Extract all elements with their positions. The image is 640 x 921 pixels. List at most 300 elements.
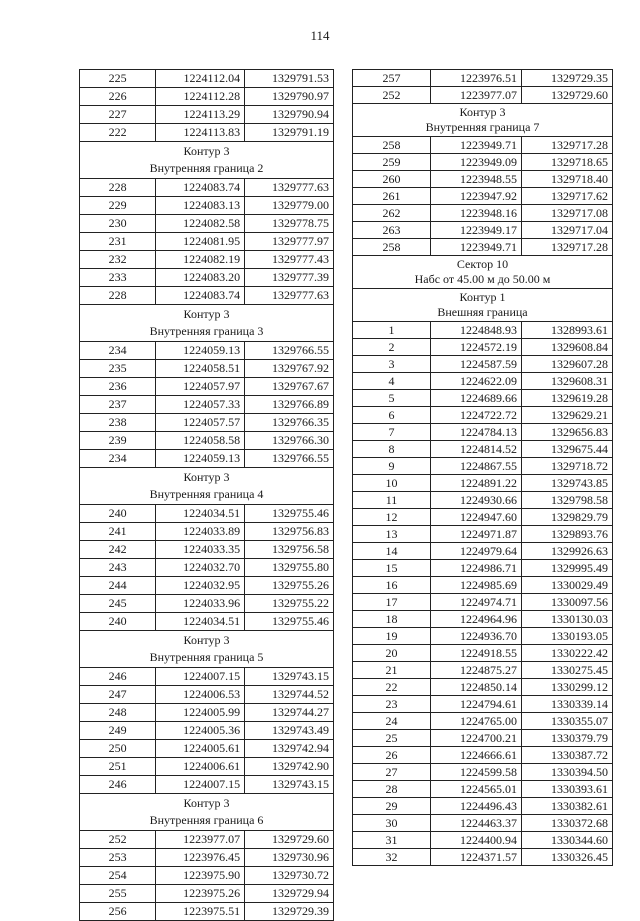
- point-number-cell: 228: [80, 179, 156, 197]
- x-coordinate-cell: 1224947.60: [431, 509, 522, 526]
- table-row: [353, 679, 613, 696]
- point-number-cell: 258: [353, 137, 431, 154]
- table-row: [80, 595, 334, 613]
- point-number-cell: 247: [80, 686, 156, 704]
- y-coordinate-cell: 1329717.08: [522, 205, 613, 222]
- point-number-cell: 232: [80, 251, 156, 269]
- section-header-title: Контур 3: [183, 633, 230, 647]
- point-number-cell: 22: [353, 679, 431, 696]
- table-row: [353, 339, 613, 356]
- y-coordinate-cell: 1329755.80: [245, 559, 334, 577]
- y-coordinate-cell: 1329717.04: [522, 222, 613, 239]
- x-coordinate-cell: 1224867.55: [431, 458, 522, 475]
- table-row: [80, 776, 334, 794]
- y-coordinate-cell: 1329742.90: [245, 758, 334, 776]
- y-coordinate-cell: 1330339.14: [522, 696, 613, 713]
- point-number-cell: 240: [80, 613, 156, 631]
- x-coordinate-cell: 1223949.71: [431, 239, 522, 256]
- x-coordinate-cell: 1224059.13: [156, 450, 245, 468]
- point-number-cell: 23: [353, 696, 431, 713]
- table-row: [353, 322, 613, 339]
- point-number-cell: 231: [80, 233, 156, 251]
- section-header-subtitle: Внешняя граница: [437, 305, 528, 319]
- x-coordinate-cell: 1224814.52: [431, 441, 522, 458]
- table-row: [353, 628, 613, 645]
- x-coordinate-cell: 1224057.57: [156, 414, 245, 432]
- point-number-cell: 12: [353, 509, 431, 526]
- x-coordinate-cell: 1224587.59: [431, 356, 522, 373]
- section-header: [353, 289, 613, 322]
- point-number-cell: 32: [353, 849, 431, 866]
- point-number-cell: 242: [80, 541, 156, 559]
- x-coordinate-cell: 1223948.16: [431, 205, 522, 222]
- table-row: [80, 450, 334, 468]
- table-row: [353, 373, 613, 390]
- point-number-cell: 15: [353, 560, 431, 577]
- section-header-subtitle: Внутренняя граница 7: [425, 120, 540, 134]
- y-coordinate-cell: 1329743.49: [245, 722, 334, 740]
- x-coordinate-cell: 1224034.51: [156, 505, 245, 523]
- y-coordinate-cell: 1329777.43: [245, 251, 334, 269]
- point-number-cell: 3: [353, 356, 431, 373]
- point-number-cell: 13: [353, 526, 431, 543]
- point-number-cell: 233: [80, 269, 156, 287]
- table-row: [80, 414, 334, 432]
- point-number-cell: 243: [80, 559, 156, 577]
- point-number-cell: 253: [80, 849, 156, 867]
- x-coordinate-cell: 1224689.66: [431, 390, 522, 407]
- x-coordinate-cell: 1223948.55: [431, 171, 522, 188]
- x-coordinate-cell: 1224006.61: [156, 758, 245, 776]
- coordinates-table: [79, 69, 334, 921]
- point-number-cell: 9: [353, 458, 431, 475]
- point-number-cell: 234: [80, 342, 156, 360]
- table-row: [353, 509, 613, 526]
- point-number-cell: 19: [353, 628, 431, 645]
- x-coordinate-cell: 1224622.09: [431, 373, 522, 390]
- y-coordinate-cell: 1329729.39: [245, 903, 334, 921]
- y-coordinate-cell: 1330193.05: [522, 628, 613, 645]
- point-number-cell: 262: [353, 205, 431, 222]
- y-coordinate-cell: 1330344.60: [522, 832, 613, 849]
- x-coordinate-cell: 1224083.74: [156, 179, 245, 197]
- point-number-cell: 21: [353, 662, 431, 679]
- y-coordinate-cell: 1329755.26: [245, 577, 334, 595]
- table-row: [353, 696, 613, 713]
- section-header-row: [80, 305, 334, 342]
- x-coordinate-cell: 1224057.33: [156, 396, 245, 414]
- point-number-cell: 254: [80, 867, 156, 885]
- x-coordinate-cell: 1224007.15: [156, 668, 245, 686]
- y-coordinate-cell: 1329717.28: [522, 239, 613, 256]
- section-header-row: [80, 468, 334, 505]
- y-coordinate-cell: 1329766.55: [245, 450, 334, 468]
- x-coordinate-cell: 1224463.37: [431, 815, 522, 832]
- point-number-cell: 260: [353, 171, 431, 188]
- point-number-cell: 7: [353, 424, 431, 441]
- y-coordinate-cell: 1329755.46: [245, 613, 334, 631]
- table-row: [353, 154, 613, 171]
- x-coordinate-cell: 1224057.97: [156, 378, 245, 396]
- table-row: [80, 70, 334, 88]
- y-coordinate-cell: 1330372.68: [522, 815, 613, 832]
- y-coordinate-cell: 1329995.49: [522, 560, 613, 577]
- table-row: [80, 541, 334, 559]
- y-coordinate-cell: 1329777.97: [245, 233, 334, 251]
- point-number-cell: 256: [80, 903, 156, 921]
- x-coordinate-cell: 1224081.95: [156, 233, 245, 251]
- point-number-cell: 27: [353, 764, 431, 781]
- section-header-row: [80, 631, 334, 668]
- y-coordinate-cell: 1330326.45: [522, 849, 613, 866]
- x-coordinate-cell: 1224722.72: [431, 407, 522, 424]
- x-coordinate-cell: 1224964.96: [431, 611, 522, 628]
- table-row: [80, 251, 334, 269]
- section-header: [353, 256, 613, 289]
- table-row: [353, 222, 613, 239]
- x-coordinate-cell: 1224986.71: [431, 560, 522, 577]
- y-coordinate-cell: 1330029.49: [522, 577, 613, 594]
- y-coordinate-cell: 1329718.65: [522, 154, 613, 171]
- x-coordinate-cell: 1223975.26: [156, 885, 245, 903]
- x-coordinate-cell: 1224059.13: [156, 342, 245, 360]
- y-coordinate-cell: 1329755.22: [245, 595, 334, 613]
- table-row: [353, 662, 613, 679]
- table-row: [80, 722, 334, 740]
- point-number-cell: 18: [353, 611, 431, 628]
- table-row: [80, 903, 334, 921]
- y-coordinate-cell: 1329607.28: [522, 356, 613, 373]
- y-coordinate-cell: 1329893.76: [522, 526, 613, 543]
- point-number-cell: 249: [80, 722, 156, 740]
- point-number-cell: 252: [353, 87, 431, 104]
- point-number-cell: 226: [80, 88, 156, 106]
- x-coordinate-cell: 1223976.45: [156, 849, 245, 867]
- y-coordinate-cell: 1329756.83: [245, 523, 334, 541]
- y-coordinate-cell: 1329766.35: [245, 414, 334, 432]
- point-number-cell: 261: [353, 188, 431, 205]
- table-row: [353, 239, 613, 256]
- y-coordinate-cell: 1329619.28: [522, 390, 613, 407]
- x-coordinate-cell: 1224985.69: [431, 577, 522, 594]
- point-number-cell: 31: [353, 832, 431, 849]
- x-coordinate-cell: 1224371.57: [431, 849, 522, 866]
- y-coordinate-cell: 1329791.53: [245, 70, 334, 88]
- table-row: [353, 492, 613, 509]
- point-number-cell: 228: [80, 287, 156, 305]
- point-number-cell: 257: [353, 70, 431, 87]
- x-coordinate-cell: 1224971.87: [431, 526, 522, 543]
- point-number-cell: 250: [80, 740, 156, 758]
- x-coordinate-cell: 1224083.20: [156, 269, 245, 287]
- x-coordinate-cell: 1224565.01: [431, 781, 522, 798]
- x-coordinate-cell: 1223977.07: [431, 87, 522, 104]
- x-coordinate-cell: 1224058.58: [156, 432, 245, 450]
- y-coordinate-cell: 1329730.96: [245, 849, 334, 867]
- x-coordinate-cell: 1223975.90: [156, 867, 245, 885]
- y-coordinate-cell: 1330275.45: [522, 662, 613, 679]
- y-coordinate-cell: 1330387.72: [522, 747, 613, 764]
- coordinates-table-left-column: [79, 69, 334, 921]
- point-number-cell: 222: [80, 124, 156, 142]
- x-coordinate-cell: 1224974.71: [431, 594, 522, 611]
- y-coordinate-cell: 1329766.55: [245, 342, 334, 360]
- y-coordinate-cell: 1329608.84: [522, 339, 613, 356]
- x-coordinate-cell: 1224930.66: [431, 492, 522, 509]
- y-coordinate-cell: 1329767.92: [245, 360, 334, 378]
- x-coordinate-cell: 1224113.29: [156, 106, 245, 124]
- table-row: [80, 106, 334, 124]
- y-coordinate-cell: 1329730.72: [245, 867, 334, 885]
- table-row: [353, 815, 613, 832]
- table-row: [80, 269, 334, 287]
- table-row: [80, 559, 334, 577]
- x-coordinate-cell: 1224400.94: [431, 832, 522, 849]
- table-row: [80, 704, 334, 722]
- x-coordinate-cell: 1224005.61: [156, 740, 245, 758]
- point-number-cell: 8: [353, 441, 431, 458]
- point-number-cell: 6: [353, 407, 431, 424]
- y-coordinate-cell: 1329755.46: [245, 505, 334, 523]
- table-row: [353, 560, 613, 577]
- section-header: [353, 104, 613, 137]
- table-row: [353, 137, 613, 154]
- section-header: [80, 142, 334, 179]
- table-row: [80, 179, 334, 197]
- point-number-cell: 25: [353, 730, 431, 747]
- table-row: [80, 88, 334, 106]
- section-header-subtitle: Набс от 45.00 м до 50.00 м: [414, 272, 551, 286]
- table-row: [80, 396, 334, 414]
- section-header-title: Контур 3: [183, 796, 230, 810]
- y-coordinate-cell: 1329778.75: [245, 215, 334, 233]
- table-row: [80, 342, 334, 360]
- y-coordinate-cell: 1329718.40: [522, 171, 613, 188]
- y-coordinate-cell: 1330379.79: [522, 730, 613, 747]
- x-coordinate-cell: 1224058.51: [156, 360, 245, 378]
- x-coordinate-cell: 1224082.19: [156, 251, 245, 269]
- table-row: [80, 577, 334, 595]
- x-coordinate-cell: 1224794.61: [431, 696, 522, 713]
- section-header-title: Контур 1: [459, 290, 506, 304]
- y-coordinate-cell: 1329729.60: [522, 87, 613, 104]
- table-row: [353, 188, 613, 205]
- point-number-cell: 252: [80, 831, 156, 849]
- point-number-cell: 230: [80, 215, 156, 233]
- x-coordinate-cell: 1224032.70: [156, 559, 245, 577]
- table-row: [80, 613, 334, 631]
- point-number-cell: 238: [80, 414, 156, 432]
- x-coordinate-cell: 1224033.89: [156, 523, 245, 541]
- table-row: [353, 407, 613, 424]
- point-number-cell: 225: [80, 70, 156, 88]
- x-coordinate-cell: 1224083.74: [156, 287, 245, 305]
- y-coordinate-cell: 1329656.83: [522, 424, 613, 441]
- section-header: [80, 468, 334, 505]
- point-number-cell: 244: [80, 577, 156, 595]
- x-coordinate-cell: 1223975.51: [156, 903, 245, 921]
- table-row: [353, 526, 613, 543]
- section-header-subtitle: Внутренняя граница 5: [149, 650, 264, 664]
- section-header-row: [353, 289, 613, 322]
- table-row: [353, 645, 613, 662]
- y-coordinate-cell: 1330394.50: [522, 764, 613, 781]
- x-coordinate-cell: 1224850.14: [431, 679, 522, 696]
- y-coordinate-cell: 1329756.58: [245, 541, 334, 559]
- table-row: [353, 798, 613, 815]
- table-row: [353, 475, 613, 492]
- point-number-cell: 246: [80, 668, 156, 686]
- table-row: [353, 543, 613, 560]
- x-coordinate-cell: 1224034.51: [156, 613, 245, 631]
- x-coordinate-cell: 1224005.36: [156, 722, 245, 740]
- section-header-row: [80, 794, 334, 831]
- table-row: [80, 686, 334, 704]
- point-number-cell: 26: [353, 747, 431, 764]
- x-coordinate-cell: 1224599.58: [431, 764, 522, 781]
- table-row: [80, 867, 334, 885]
- table-row: [80, 124, 334, 142]
- y-coordinate-cell: 1330222.42: [522, 645, 613, 662]
- point-number-cell: 11: [353, 492, 431, 509]
- x-coordinate-cell: 1224113.83: [156, 124, 245, 142]
- table-row: [353, 611, 613, 628]
- table-row: [353, 171, 613, 188]
- table-row: [80, 740, 334, 758]
- page-number: 114: [310, 28, 330, 43]
- point-number-cell: 5: [353, 390, 431, 407]
- point-number-cell: 239: [80, 432, 156, 450]
- table-row: [353, 747, 613, 764]
- y-coordinate-cell: 1329629.21: [522, 407, 613, 424]
- section-header: [80, 305, 334, 342]
- y-coordinate-cell: 1329777.39: [245, 269, 334, 287]
- table-row: [353, 390, 613, 407]
- x-coordinate-cell: 1224979.64: [431, 543, 522, 560]
- table-row: [80, 378, 334, 396]
- y-coordinate-cell: 1329718.72: [522, 458, 613, 475]
- point-number-cell: 235: [80, 360, 156, 378]
- x-coordinate-cell: 1224875.27: [431, 662, 522, 679]
- x-coordinate-cell: 1223976.51: [431, 70, 522, 87]
- point-number-cell: 255: [80, 885, 156, 903]
- table-row: [80, 233, 334, 251]
- section-header-subtitle: Внутренняя граница 4: [149, 487, 264, 501]
- y-coordinate-cell: 1329742.94: [245, 740, 334, 758]
- y-coordinate-cell: 1330382.61: [522, 798, 613, 815]
- point-number-cell: 237: [80, 396, 156, 414]
- section-header-row: [353, 256, 613, 289]
- section-header-subtitle: Внутренняя граница 6: [149, 813, 264, 827]
- y-coordinate-cell: 1330393.61: [522, 781, 613, 798]
- y-coordinate-cell: 1329779.00: [245, 197, 334, 215]
- x-coordinate-cell: 1223977.07: [156, 831, 245, 849]
- point-number-cell: 245: [80, 595, 156, 613]
- table-row: [80, 758, 334, 776]
- point-number-cell: 234: [80, 450, 156, 468]
- y-coordinate-cell: 1330299.12: [522, 679, 613, 696]
- point-number-cell: 24: [353, 713, 431, 730]
- x-coordinate-cell: 1223949.09: [431, 154, 522, 171]
- point-number-cell: 29: [353, 798, 431, 815]
- x-coordinate-cell: 1224765.00: [431, 713, 522, 730]
- x-coordinate-cell: 1224033.96: [156, 595, 245, 613]
- y-coordinate-cell: 1329744.52: [245, 686, 334, 704]
- y-coordinate-cell: 1329744.27: [245, 704, 334, 722]
- point-number-cell: 251: [80, 758, 156, 776]
- table-row: [353, 849, 613, 866]
- point-number-cell: 259: [353, 154, 431, 171]
- y-coordinate-cell: 1330130.03: [522, 611, 613, 628]
- table-row: [353, 205, 613, 222]
- x-coordinate-cell: 1224112.04: [156, 70, 245, 88]
- y-coordinate-cell: 1329790.94: [245, 106, 334, 124]
- point-number-cell: 236: [80, 378, 156, 396]
- table-row: [353, 730, 613, 747]
- x-coordinate-cell: 1224918.55: [431, 645, 522, 662]
- y-coordinate-cell: 1329743.15: [245, 668, 334, 686]
- table-row: [80, 215, 334, 233]
- y-coordinate-cell: 1329777.63: [245, 287, 334, 305]
- x-coordinate-cell: 1223949.17: [431, 222, 522, 239]
- x-coordinate-cell: 1224700.21: [431, 730, 522, 747]
- x-coordinate-cell: 1224891.22: [431, 475, 522, 492]
- y-coordinate-cell: 1330097.56: [522, 594, 613, 611]
- point-number-cell: 227: [80, 106, 156, 124]
- point-number-cell: 10: [353, 475, 431, 492]
- point-number-cell: 258: [353, 239, 431, 256]
- y-coordinate-cell: 1329717.62: [522, 188, 613, 205]
- y-coordinate-cell: 1329766.30: [245, 432, 334, 450]
- table-row: [353, 781, 613, 798]
- y-coordinate-cell: 1329717.28: [522, 137, 613, 154]
- section-header-row: [353, 104, 613, 137]
- x-coordinate-cell: 1223949.71: [431, 137, 522, 154]
- y-coordinate-cell: 1329777.63: [245, 179, 334, 197]
- coordinates-table-right-column: [352, 69, 613, 866]
- table-row: [80, 668, 334, 686]
- x-coordinate-cell: 1224666.61: [431, 747, 522, 764]
- table-row: [80, 287, 334, 305]
- y-coordinate-cell: 1329729.60: [245, 831, 334, 849]
- table-row: [80, 505, 334, 523]
- y-coordinate-cell: 1329790.97: [245, 88, 334, 106]
- x-coordinate-cell: 1224005.99: [156, 704, 245, 722]
- table-row: [353, 594, 613, 611]
- section-header-title: Контур 3: [459, 105, 506, 119]
- y-coordinate-cell: 1330355.07: [522, 713, 613, 730]
- point-number-cell: 4: [353, 373, 431, 390]
- y-coordinate-cell: 1329743.15: [245, 776, 334, 794]
- y-coordinate-cell: 1329608.31: [522, 373, 613, 390]
- x-coordinate-cell: 1224496.43: [431, 798, 522, 815]
- section-header-row: [80, 142, 334, 179]
- point-number-cell: 246: [80, 776, 156, 794]
- table-row: [353, 356, 613, 373]
- table-row: [353, 441, 613, 458]
- section-header-title: Сектор 10: [456, 257, 509, 271]
- point-number-cell: 30: [353, 815, 431, 832]
- x-coordinate-cell: 1224033.35: [156, 541, 245, 559]
- y-coordinate-cell: 1329729.94: [245, 885, 334, 903]
- point-number-cell: 1: [353, 322, 431, 339]
- table-row: [80, 849, 334, 867]
- point-number-cell: 16: [353, 577, 431, 594]
- y-coordinate-cell: 1329743.85: [522, 475, 613, 492]
- y-coordinate-cell: 1329729.35: [522, 70, 613, 87]
- table-row: [353, 764, 613, 781]
- table-row: [80, 831, 334, 849]
